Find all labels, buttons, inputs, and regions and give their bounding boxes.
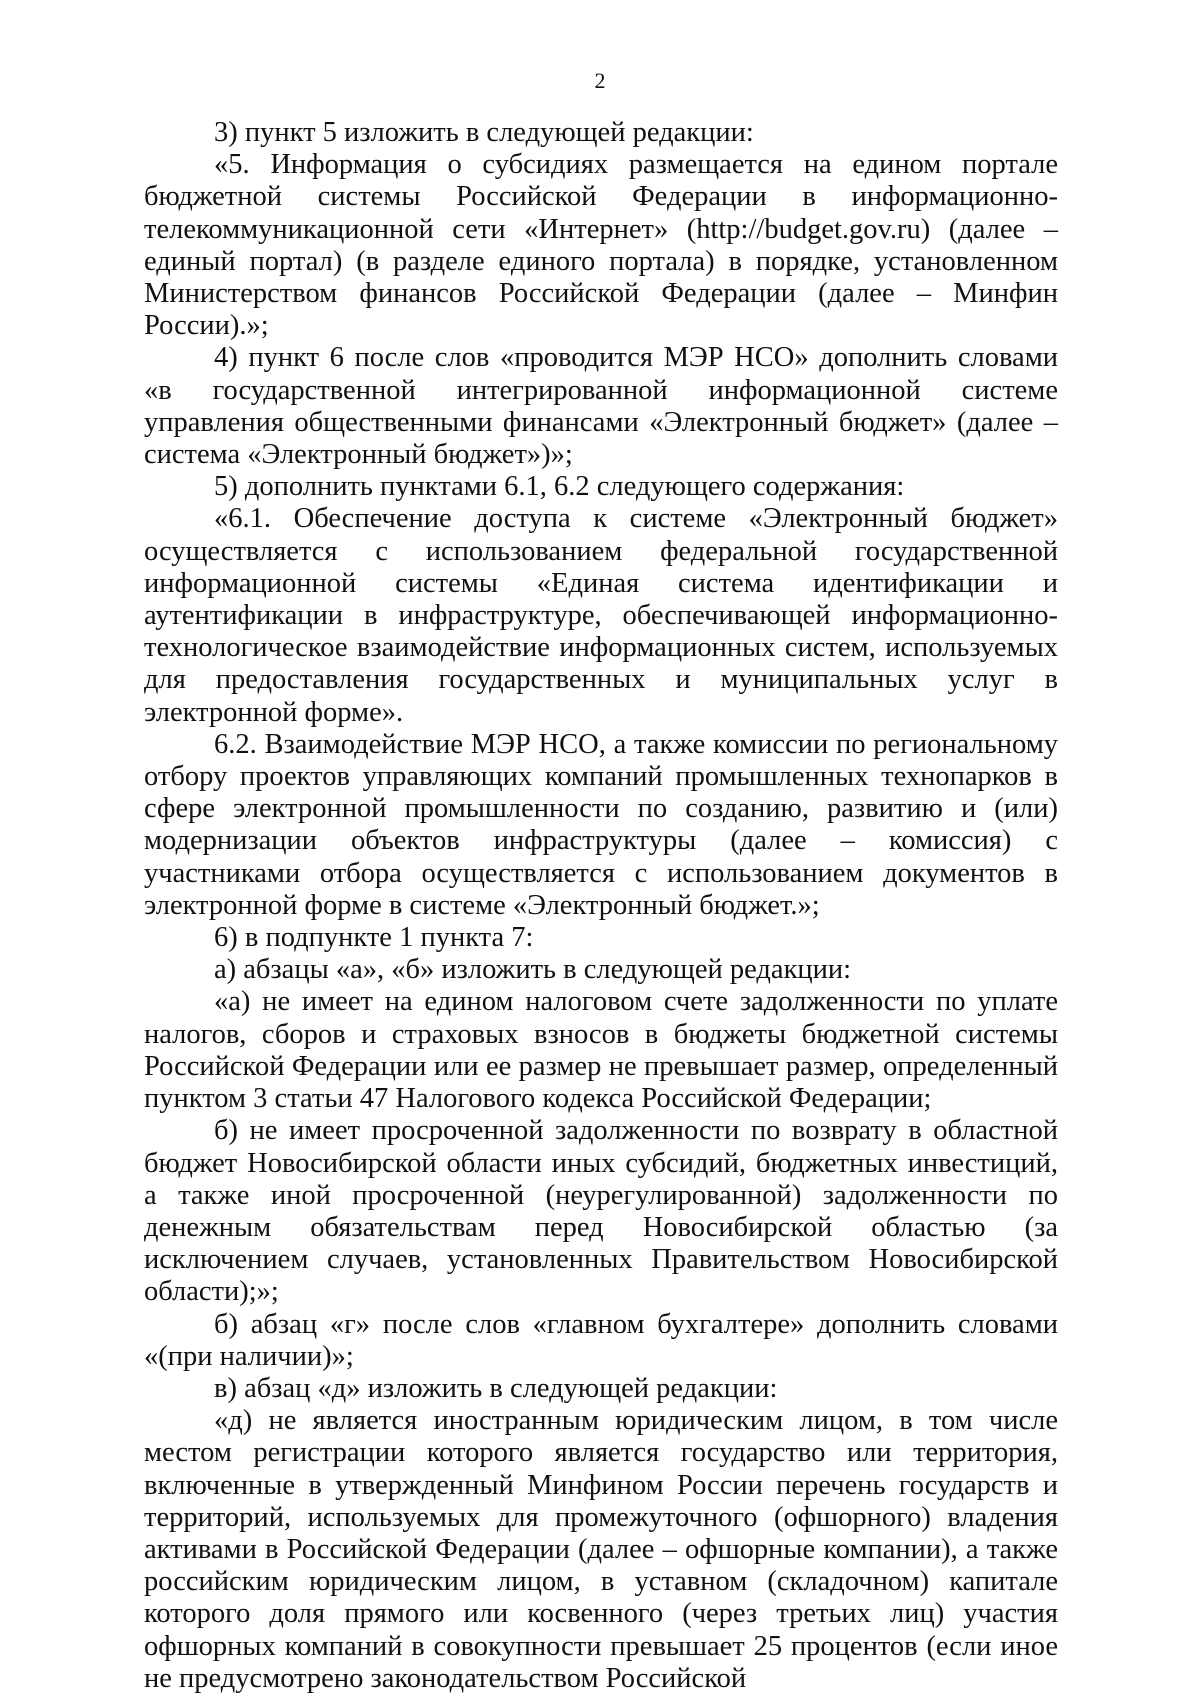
paragraph-quote-b: б) не имеет просроченной задолженности по возврату в областной бюджет Новосибирской области иных субсидий, бюджетных инвестиций, а также иной просроченной (неурегулированной) задолженности по денежным обязательствам перед Новосибирской областью (за исключением случаев, установленных Правительством Новосибирской области);»; xyxy=(144,1115,1058,1308)
paragraph-quote-a: «а) не имеет на едином налоговом счете задолженности по уплате налогов, сборов и страховых взносов в бюджеты бюджетной системы Российской Федерации или ее размер не превышает размер, определенный пунктом 3 статьи 47 Налогового кодекса Российской Федерации; xyxy=(144,986,1058,1115)
paragraph-quote-d: «д) не является иностранным юридическим лицом, в том числе местом регистрации которого является государство или территория, включенные в утвержденный Минфином России перечень государств и территорий, используемых для промежуточного (офшорного) владения активами в Российской Федерации (далее – офшорные компании), а также российским юридическим лицом, в уставном (складочном) капитале которого доля прямого или косвенного (через третьих лиц) участия офшорных компаний в совокупности превышает 25 процентов (если иное не предусмотрено законодательством Российской xyxy=(144,1405,1058,1694)
paragraph-subitem-a: а) абзацы «а», «б» изложить в следующей редакции: xyxy=(214,954,852,986)
paragraph-subitem-b: б) абзац «г» после слов «главном бухгалтере» дополнить словами «(при наличии)»; xyxy=(144,1308,1058,1372)
paragraph-subitem-v: в) абзац «д» изложить в следующей редакции: xyxy=(214,1372,778,1404)
document-body xyxy=(144,117,1058,1695)
paragraph-item-5: 5) дополнить пунктами 6.1, 6.2 следующего содержания: xyxy=(214,471,905,503)
paragraph-item-3: 3) пункт 5 изложить в следующей редакции: xyxy=(214,117,754,148)
page-number: 2 xyxy=(594,68,606,93)
paragraph-quote-5: «5. Информация о субсидиях размещается на едином портале бюджетной системы Российской Федерации в информационно-телекоммуникационной сети «Интернет» (http://budget.gov.ru) (далее – единый портал) (в разделе единого портала) в порядке, установленном Министерством финансов Российской Федерации (далее – Минфин России).»; xyxy=(144,149,1058,342)
paragraph-6-2: 6.2. Взаимодействие МЭР НСО, а также комиссии по региональному отбору проектов управляющих компаний промышленных технопарков в сфере электронной промышленности по созданию, развитию и (или) модернизации объектов инфраструктуры (далее – комиссия) с участниками отбора осуществляется с использованием документов в электронной форме в системе «Электронный бюджет.»; xyxy=(144,728,1058,921)
paragraph-item-6: 6) в подпункте 1 пункта 7: xyxy=(214,922,534,954)
paragraph-item-4: 4) пункт 6 после слов «проводится МЭР НСО» дополнить словами «в государственной интегрированной информационной системе управления общественными финансами «Электронный бюджет» (далее – система «Электронный бюджет»)»; xyxy=(144,342,1058,471)
paragraph-quote-6-1: «6.1. Обеспечение доступа к системе «Электронный бюджет» осуществляется с использованием федеральной государственной информационной системы «Единая система идентификации и аутентификации в инфраструктуре, обеспечивающей информационно-технологическое взаимодействие информационных систем, используемых для предоставления государственных и муниципальных услуг в электронной форме». xyxy=(144,503,1058,728)
